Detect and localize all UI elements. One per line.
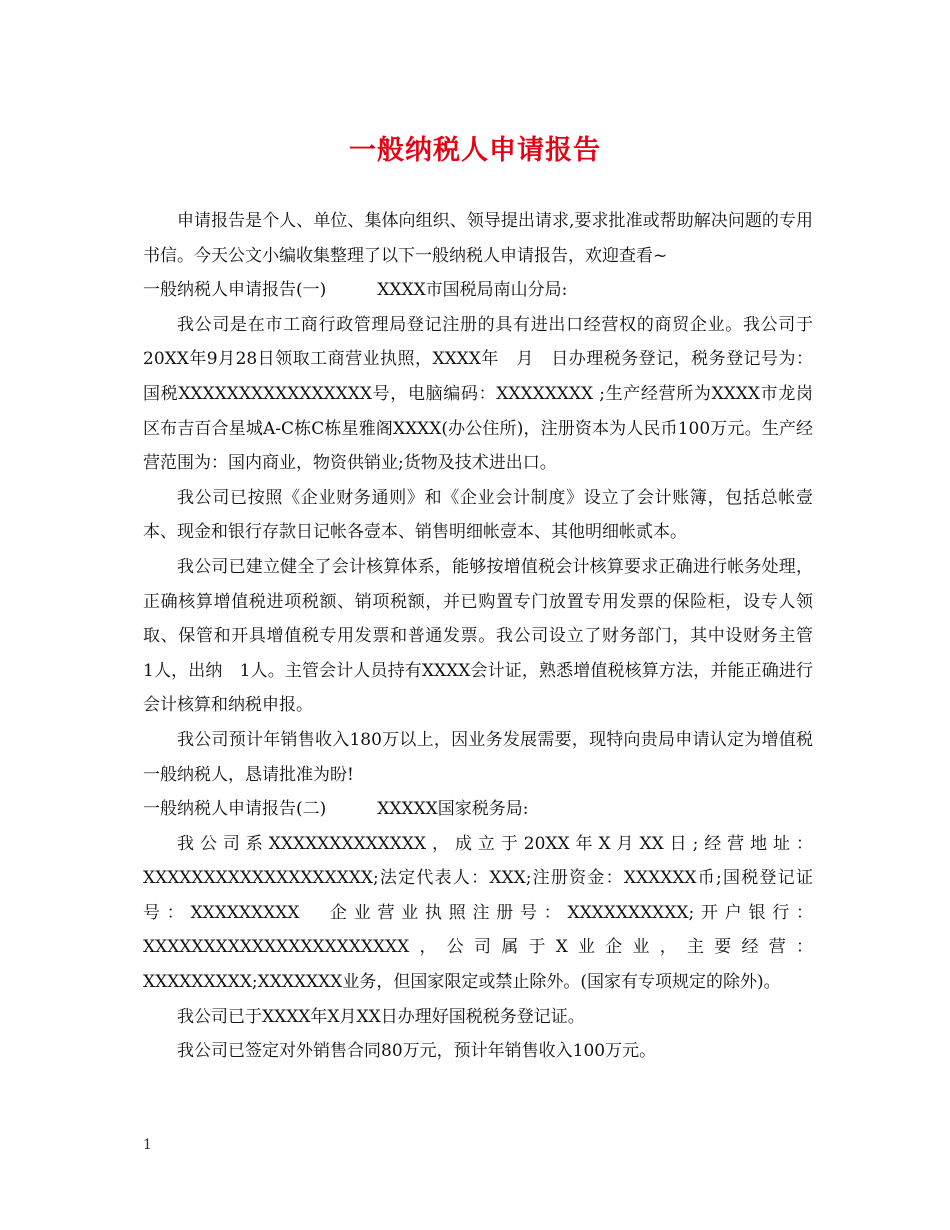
report-two-paragraph-1: 我公司系XXXXXXXXXXXXX，成立于20XX年X月XX日;经营地址：XXXXXXXXXXXXXXXXXXX;法定代表人：XXX;注册资金：XXXXXX币;国税登记证号：XXXXXXXXX 企业营业执照注册号：XXXXXXXXXX;开户银行：XXXXXXXXXXXXXXXXXXXXXX，公司属于X业企业，主要经营：XXXXXXXXX;XXXXXXX业务，但国家限定或禁止除外。(国家有专项规定的除外)。 [143, 833, 813, 993]
report-two-heading: 一般纳税人申请报告(二) XXXXX国家税务局: [143, 799, 529, 820]
page-number: 1 [143, 1137, 152, 1153]
document-body [143, 204, 830, 1069]
report-one-paragraph-3: 我公司已建立健全了会计核算体系，能够按增值税会计核算要求正确进行帐务处理，正确核算增值税进项税额、销项税额，并已购置专门放置专用发票的保险柜，设专人领取、保管和开具增值税专用发票和普通发票。我公司设立了财务部门，其中设财务主管 1人，出纳 1人。主管会计人员持有XXXX会计证，熟悉增值税核算方法，并能正确进行会计核算和纳税申报。 [143, 556, 830, 716]
report-two-paragraph-2: 我公司已于XXXX年X月XX日办理好国税税务登记证。 [177, 1006, 585, 1027]
intro-paragraph: 申请报告是个人、单位、集体向组织、领导提出请求,要求批准或帮助解决问题的专用书信。今天公文小编收集整理了以下一般纳税人申请报告，欢迎查看~ [143, 211, 813, 266]
report-one-heading: 一般纳税人申请报告(一) XXXX市国税局南山分局: [143, 280, 568, 301]
report-one-paragraph-4: 我公司预计年销售收入180万以上，因业务发展需要，现特向贵局申请认定为增值税一般纳税人，恳请批准为盼! [143, 729, 813, 785]
document-title: 一般纳税人申请报告 [349, 135, 601, 166]
report-two-paragraph-3: 我公司已签定对外销售合同80万元，预计年销售收入100万元。 [177, 1041, 657, 1062]
report-one-paragraph-1: 我公司是在市工商行政管理局登记注册的具有进出口经营权的商贸企业。我公司于20XX年9月28日领取工商营业执照，XXXX年 月 日办理税务登记，税务登记号为：国税XXXXXXXXXXXXXXXX号，电脑编码：XXXXXXXX ;生产经营所为XXXX市龙岗区布吉百合星城A-C栋C栋星雅阁XXXX(办公住所)，注册资本为人民币100万元。生产经营范围为：国内商业，物资供销业;货物及技术进出口。 [143, 314, 813, 474]
report-one-paragraph-2: 我公司已按照《企业财务通则》和《企业会计制度》设立了会计账簿，包括总帐壹本、现金和银行存款日记帐各壹本、销售明细帐壹本、其他明细帐贰本。 [143, 487, 813, 543]
